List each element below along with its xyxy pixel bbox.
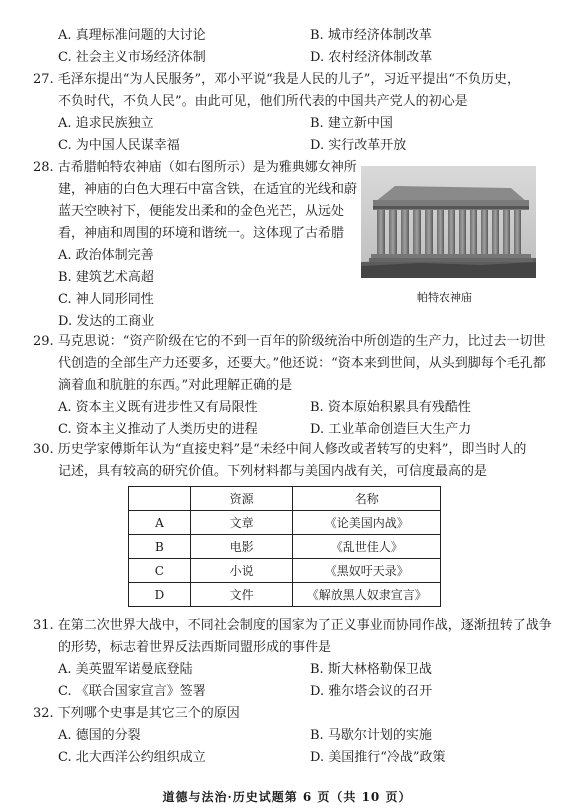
table-cell: 《乱世佳人》 xyxy=(293,535,441,559)
q28-stem-line-1: 28. 古希腊帕特农神庙（如右图所示）是为雅典娜女神所 xyxy=(33,160,357,175)
table-cell: 《论美国内战》 xyxy=(293,511,441,535)
q27-option-a: A. 追求民族独立 xyxy=(58,116,154,131)
table-row xyxy=(129,559,441,583)
q29-option-a: A. 资本主义既有进步性又有局限性 xyxy=(58,400,258,415)
q29-option-b: B. 资本原始积累具有残酷性 xyxy=(310,400,471,415)
q26-option-a: A. 真理标准问题的大讨论 xyxy=(58,28,206,43)
q32-option-b: B. 马歇尔计划的实施 xyxy=(310,728,432,743)
q27-stem-line-1: 27. 毛泽东提出“为人民服务”，邓小平说“我是人民的儿子”，习近平提出“不负历史， xyxy=(33,72,521,87)
q27-stem-line-2: 不负时代，不负人民”。由此可见，他们所代表的中国共产党人的初心是 xyxy=(58,94,468,109)
q32-stem-line-1: 32. 下列哪个史事是其它三个的原因 xyxy=(33,706,240,721)
table-cell: 《解放黑人奴隶宣言》 xyxy=(293,583,441,607)
table-header-cell: 资源 xyxy=(190,487,293,511)
q31-option-c: C. 《联合国家宣言》签署 xyxy=(58,684,206,699)
q29-stem-line-2: 代创造的全部生产力还要多，还要大。”他还说：“资本来到世间，从头到脚每个毛孔都 xyxy=(58,356,546,371)
q28-option-c: C. 神人同形同性 xyxy=(58,292,154,307)
q29-stem-line-3: 滴着血和肮脏的东西。”对此理解正确的是 xyxy=(58,378,293,393)
photo-caption: 帕特农神庙 xyxy=(417,291,472,304)
table-cell: 文件 xyxy=(190,583,293,607)
table-cell: 文章 xyxy=(190,511,293,535)
table-cell: B xyxy=(129,535,191,559)
sources-table xyxy=(128,486,441,607)
q31-stem-line-1: 31. 在第二次世界大战中，不同社会制度的国家为了正义事业而协同作战，逐渐扭转了战争 xyxy=(33,618,552,633)
table-header-row xyxy=(129,487,441,511)
q32-option-c: C. 北大西洋公约组织成立 xyxy=(58,750,206,765)
q27-option-c: C. 为中国人民谋幸福 xyxy=(58,138,180,153)
table-cell: 《黑奴吁天录》 xyxy=(293,559,441,583)
table-header-cell xyxy=(129,487,191,511)
q26-option-d: D. 农村经济体制改革 xyxy=(310,50,433,65)
q26-option-c: C. 社会主义市场经济体制 xyxy=(58,50,206,65)
q32-option-a: A. 德国的分裂 xyxy=(58,728,141,743)
q27-option-d: D. 实行改革开放 xyxy=(310,138,407,153)
q28-option-d: D. 发达的工商业 xyxy=(58,314,155,329)
q29-option-d: D. 工业革命创造巨大生产力 xyxy=(310,422,472,437)
q30-stem-line-1: 30. 历史学家傅斯年认为“直接史料”是“未经中间人修改或者转写的史料”，即当时人的 xyxy=(33,442,527,457)
table-row xyxy=(129,583,441,607)
page-footer: 道德与法治·历史试题第 6 页（共 10 页） xyxy=(162,790,412,804)
table-header-cell: 名称 xyxy=(293,487,441,511)
q32-option-d: D. 美国推行“冷战”政策 xyxy=(310,750,446,765)
q29-stem-line-1: 29. 马克思说：“资产阶级在它的不到一百年的阶级统治中所创造的生产力，比过去一切世 xyxy=(33,334,546,349)
q29-option-c: C. 资本主义推动了人类历史的进程 xyxy=(58,422,258,437)
parthenon-photo xyxy=(361,166,536,278)
q27-option-b: B. 建立新中国 xyxy=(310,116,393,131)
table-cell: 小说 xyxy=(190,559,293,583)
q26-option-b: B. 城市经济体制改革 xyxy=(310,28,432,43)
table-cell: A xyxy=(129,511,191,535)
table-row xyxy=(129,535,441,559)
q28-stem-line-2: 建，神庙的白色大理石中富含铁，在适宜的光线和蔚 xyxy=(58,182,358,197)
q31-option-d: D. 雅尔塔会议的召开 xyxy=(310,684,433,699)
q30-stem-line-2: 记述，具有较高的研究价值。下列材料都与美国内战有关，可信度最高的是 xyxy=(58,464,488,479)
q31-stem-line-2: 的形势，标志着世界反法西斯同盟形成的事件是 xyxy=(58,640,332,655)
table-cell: 电影 xyxy=(190,535,293,559)
q28-stem-line-3: 蓝天空映衬下，便能发出柔和的金色光芒，从远处 xyxy=(58,204,345,219)
q28-option-b: B. 建筑艺术高超 xyxy=(58,270,154,285)
q31-option-a: A. 美英盟军诺曼底登陆 xyxy=(58,662,193,677)
q28-option-a: A. 政治体制完善 xyxy=(58,248,154,263)
table-row xyxy=(129,511,441,535)
table-cell: D xyxy=(129,583,191,607)
q31-option-b: B. 斯大林格勒保卫战 xyxy=(310,662,432,677)
table-cell: C xyxy=(129,559,191,583)
q28-stem-line-4: 看，神庙和周围的环境和谐统一。这体现了古希腊 xyxy=(58,226,345,241)
